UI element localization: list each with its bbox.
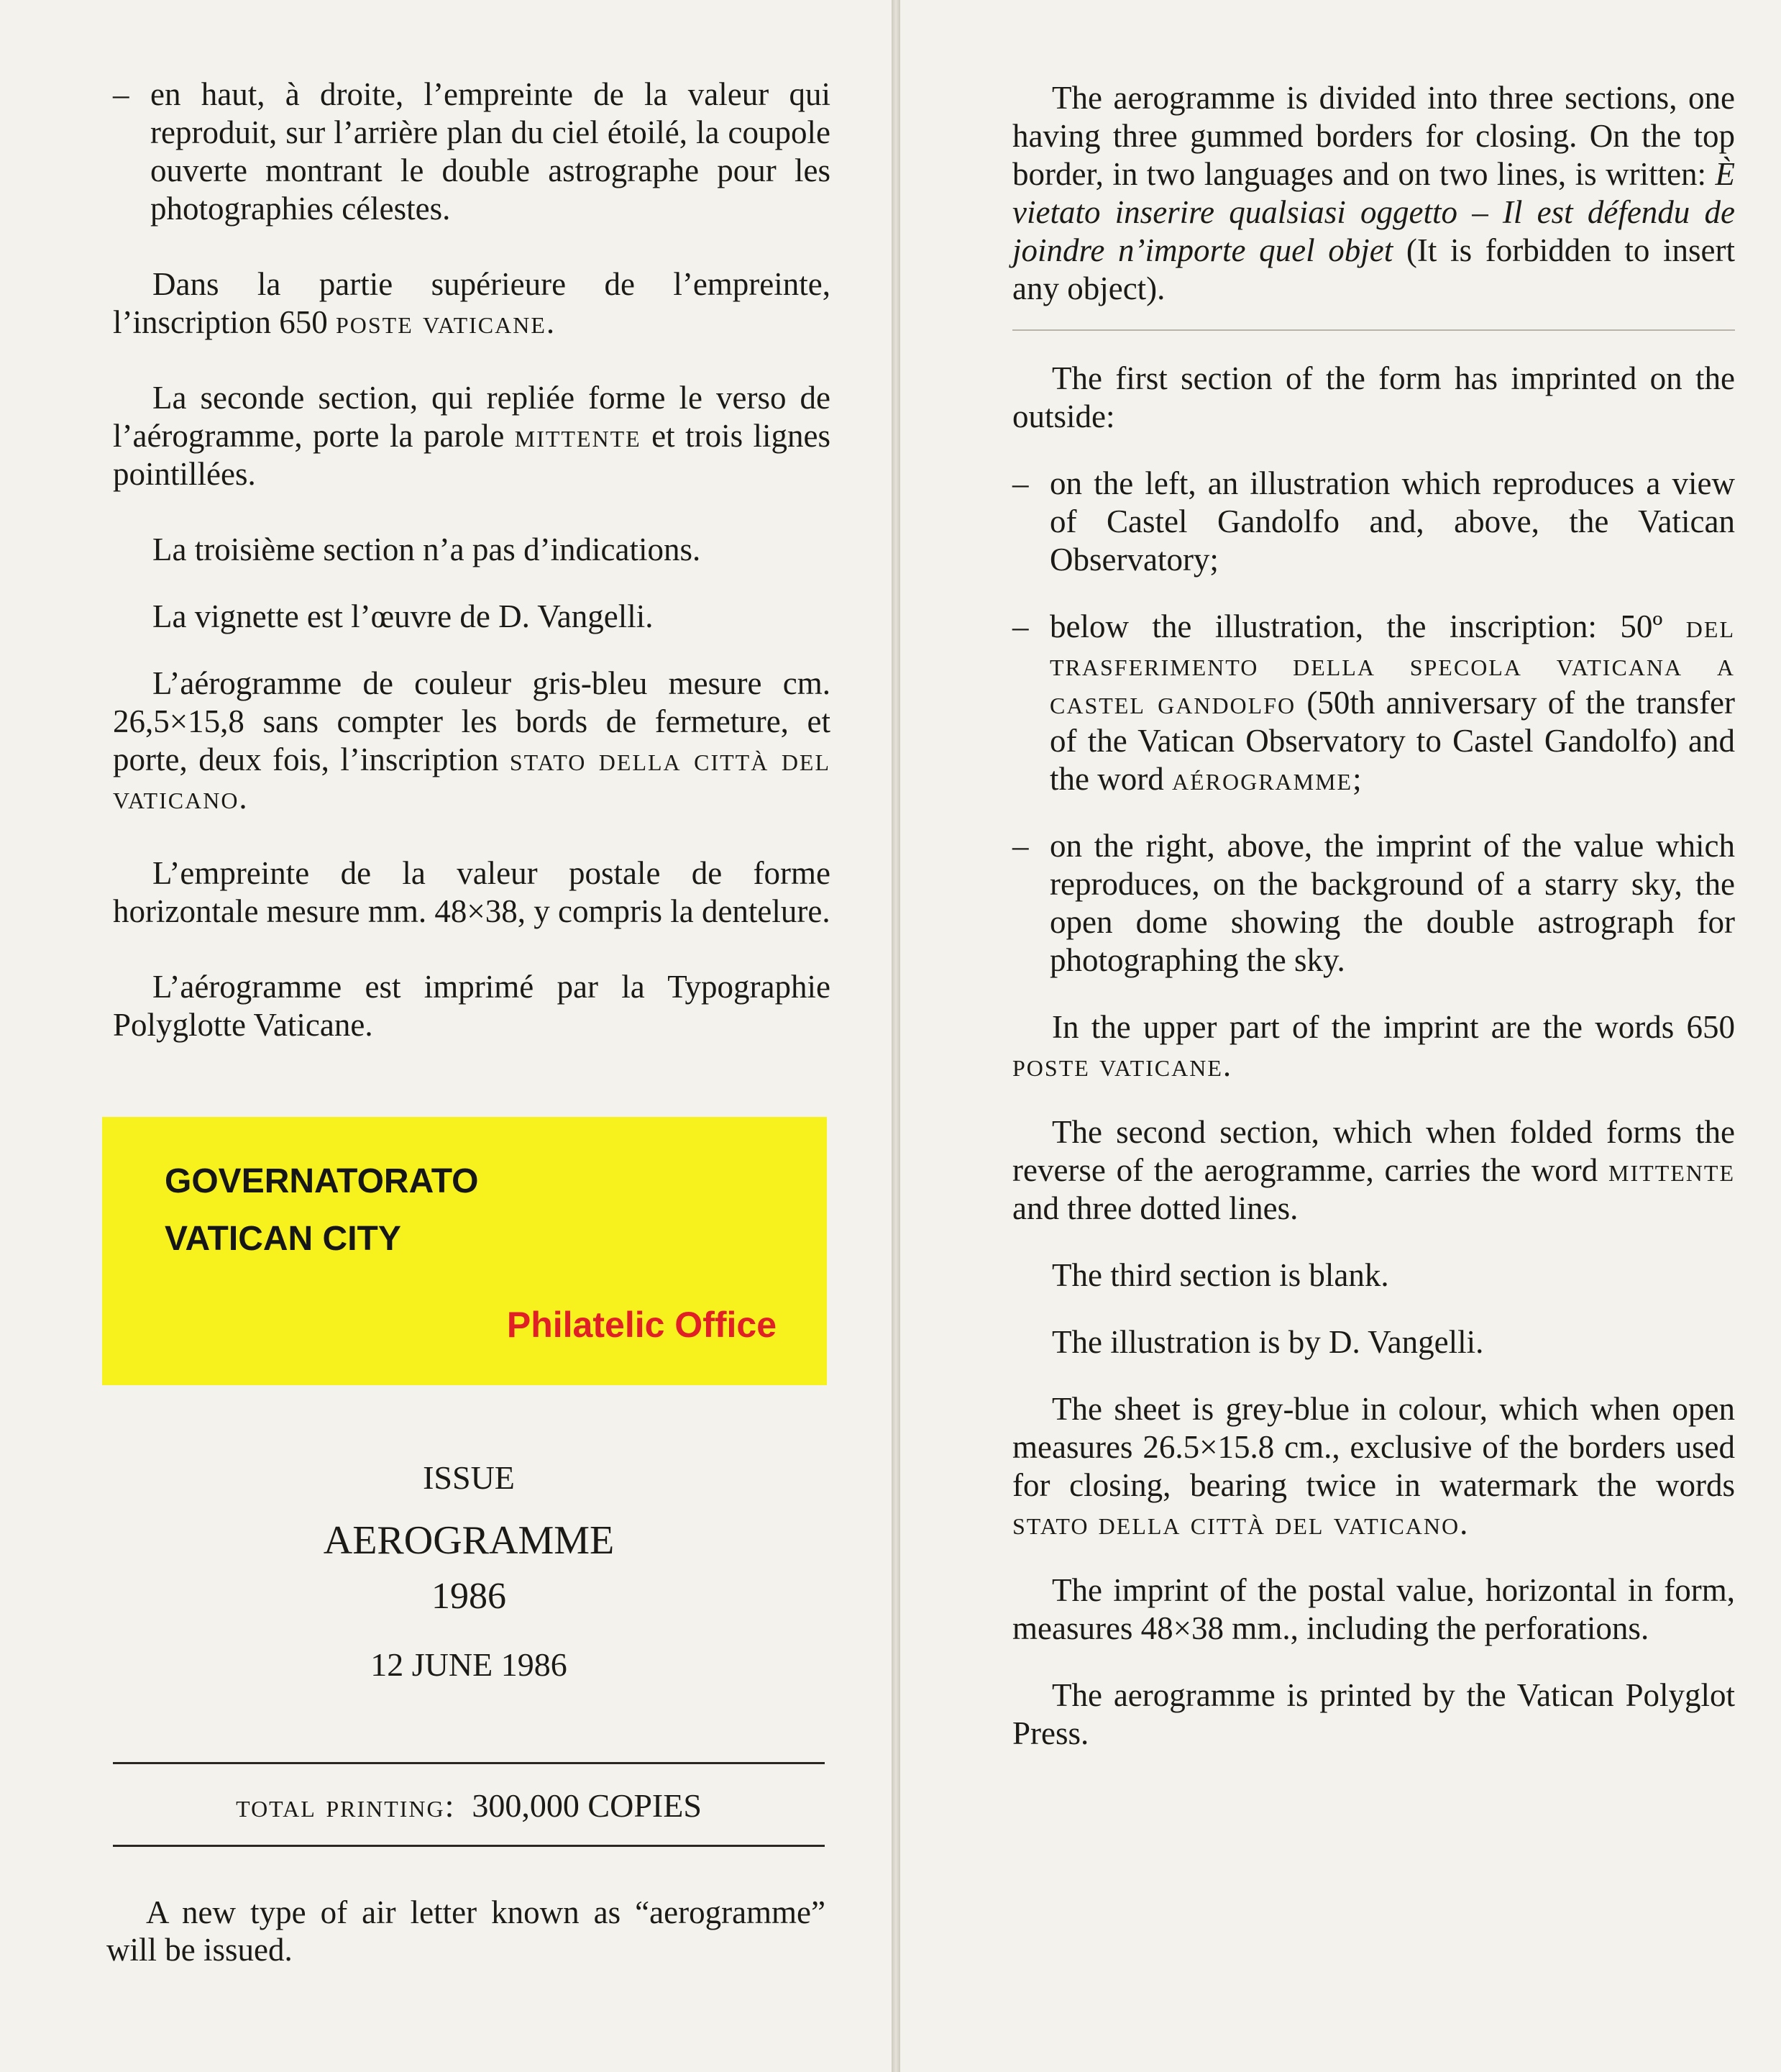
- french-paragraph-postal-imprint: L’empreinte de la valeur postale de forme horizontale mesure mm. 48×38, y compris la dentelure.: [113, 855, 830, 929]
- page-fold: [892, 0, 900, 2072]
- french-paragraph-vignette: La vignette est l’œuvre de D. Vangelli.: [152, 598, 654, 634]
- english-paragraph-printer: The aerogramme is printed by the Vatican Polyglot Press.: [1012, 1677, 1735, 1751]
- issue-intro: A new type of air letter known as “aerogramme” will be issued.: [106, 1894, 825, 1968]
- english-paragraph-illustration: The illustration is by D. Vangelli.: [1052, 1324, 1484, 1360]
- french-paragraph-inscription: Dans la partie supérieure de l’empreinte, l’inscription 650 poste vaticane.: [113, 266, 830, 340]
- total-printing-line: total printing: 300,000 COPIES: [236, 1787, 702, 1824]
- english-paragraph-upper-imprint: In the upper part of the imprint are the words 650 poste vaticane.: [1012, 1009, 1735, 1083]
- english-item-inscription: – below the illustration, the inscription: 50º del trasferimento della specola vaticana a castel gandolfo (50th anniversary of the transfer of the Vatican Observatory to Castel Gandolfo) and the word aérogramme;: [1012, 608, 1735, 798]
- english-paragraph-third-section: The third section is blank.: [1052, 1257, 1389, 1293]
- total-printing-block: [113, 1762, 825, 1847]
- banner-title: GOVERNATORATO VATICAN CITY: [165, 1162, 479, 1258]
- french-paragraph-third-section: La troisième section n’a pas d’indications.: [152, 531, 701, 567]
- issue-label: ISSUE: [423, 1459, 515, 1496]
- banner-office-label: Philatelic Office: [506, 1305, 777, 1345]
- english-paragraph-dimensions: The sheet is grey-blue in colour, which when open measures 26.5×15.8 cm., exclusive of the borders used for closing, bearing twice in watermark the words stato della città del vaticano.: [1012, 1391, 1735, 1541]
- issue-year: 1986: [431, 1576, 506, 1617]
- left-text-column: [113, 76, 830, 1082]
- french-paragraph-second-section: La seconde section, qui repliée forme le verso de l’aérogramme, porte la parole mittente et trois lignes pointillées.: [113, 380, 831, 492]
- english-paragraph-postal-imprint: The imprint of the postal value, horizontal in form, measures 48×38 mm., including the perforations.: [1012, 1572, 1735, 1646]
- section-divider: [1012, 329, 1735, 331]
- english-paragraph-second-section: The second section, which when folded forms the reverse of the aerogramme, carries the word mittente and three dotted lines.: [1012, 1114, 1735, 1226]
- issue-title: AEROGRAMME: [323, 1518, 615, 1563]
- english-item-value-imprint: – on the right, above, the imprint of the value which reproduces, on the background of a starry sky, the open dome showing the double astrograph for photographing the sky.: [1012, 827, 1735, 980]
- philatelic-office-banner: [102, 1117, 827, 1385]
- french-paragraph-printer: L’aérogramme est imprimé par la Typographie Polyglotte Vaticane.: [113, 969, 830, 1043]
- issue-date: 12 JUNE 1986: [370, 1646, 567, 1683]
- english-paragraph-first-section: The first section of the form has imprinted on the outside:: [1012, 360, 1735, 434]
- rule-bottom: [113, 1845, 825, 1847]
- french-paragraph-dimensions: L’aérogramme de couleur gris-bleu mesure cm. 26,5×15,8 sans compter les bords de fermeture, et porte, deux fois, l’inscription stato della città del vaticano.: [113, 665, 831, 816]
- right-text-column: [1012, 79, 1735, 1753]
- issue-heading: [113, 1456, 825, 1687]
- english-paragraph-sections: The aerogramme is divided into three sections, one having three gummed borders for closing. On the top border, in two languages and on two lines, is written: È vietato inserire qualsiasi oggetto – Il est défendu de joindre n’importe quel objet (It is forbidden to insert any object).: [1012, 80, 1735, 306]
- french-paragraph-value-imprint: – en haut, à droite, l’empreinte de la valeur qui reproduit, sur l’arrière plan du ciel étoilé, la coupole ouverte montrant le double astrographe pour les photographies célestes.: [113, 76, 830, 228]
- english-item-left-illustration: – on the left, an illustration which reproduces a view of Castel Gandolfo and, above, the Vatican Observatory;: [1012, 465, 1735, 579]
